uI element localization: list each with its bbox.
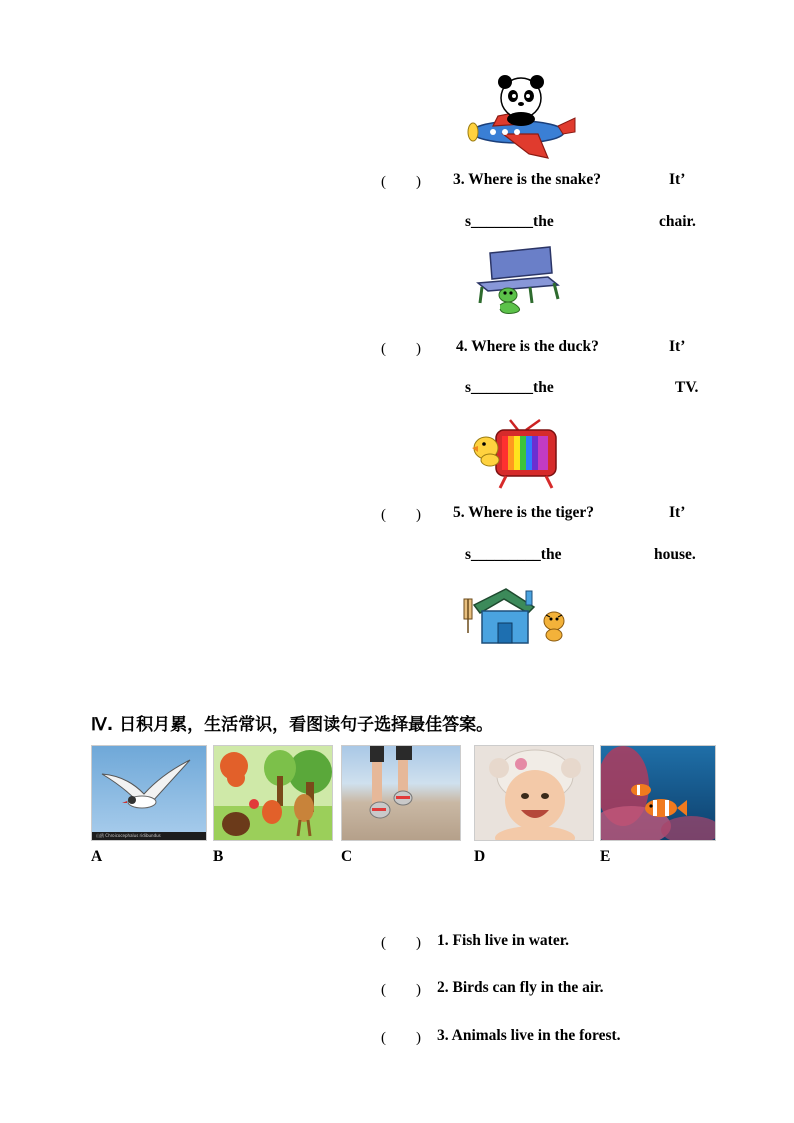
answer-line: s________the — [465, 379, 554, 396]
forest-animals-picture — [213, 745, 333, 841]
answer-line-end: TV. — [675, 379, 699, 396]
section-heading — [91, 710, 493, 735]
answer-blank-paren[interactable]: ( ) — [381, 507, 421, 523]
seagull-photo — [91, 745, 207, 841]
photo-letter: D — [474, 848, 486, 865]
tv-duck-picture — [468, 418, 560, 490]
question-text: 3. Where is the snake? — [453, 171, 601, 188]
answer-line: s________the — [465, 213, 554, 230]
section-title: . 日积月累，生活常识，看图读句子选择最佳答案。 — [106, 715, 494, 735]
answer-blank-paren[interactable]: ( ) — [381, 982, 421, 998]
panda-airplane-picture — [463, 74, 578, 160]
house-tiger-picture — [460, 585, 570, 647]
question-tail: It’ — [669, 171, 686, 188]
photo-letter: A — [91, 848, 103, 865]
section-numeral: Ⅳ — [91, 715, 107, 734]
clownfish-photo — [600, 745, 716, 841]
question-text: 5. Where is the tiger? — [453, 504, 595, 521]
photo-letter: C — [341, 848, 353, 865]
walking-feet-photo — [341, 745, 461, 841]
answer-blank-paren[interactable]: ( ) — [381, 1030, 421, 1046]
answer-blank-paren[interactable]: ( ) — [381, 935, 421, 951]
question-text: 4. Where is the duck? — [456, 338, 599, 355]
answer-line-end: chair. — [659, 213, 696, 230]
sentence-text: 3. Animals live in the forest. — [437, 1027, 621, 1044]
photo-letter: B — [213, 848, 224, 865]
photo-letter: E — [600, 848, 611, 865]
sentence-text: 2. Birds can fly in the air. — [437, 979, 604, 996]
answer-blank-paren[interactable]: ( ) — [381, 174, 421, 190]
baby-photo — [474, 745, 594, 841]
photo-caption: 山鸥 Chroicocephalus ridibundus — [96, 833, 161, 838]
sentence-text: 1. Fish live in water. — [437, 932, 570, 949]
question-tail: It’ — [669, 504, 686, 521]
chair-snake-picture — [470, 243, 562, 318]
answer-line: s_________the — [465, 546, 562, 563]
answer-blank-paren[interactable]: ( ) — [381, 341, 421, 357]
question-tail: It’ — [669, 338, 686, 355]
answer-line-end: house. — [654, 546, 696, 563]
